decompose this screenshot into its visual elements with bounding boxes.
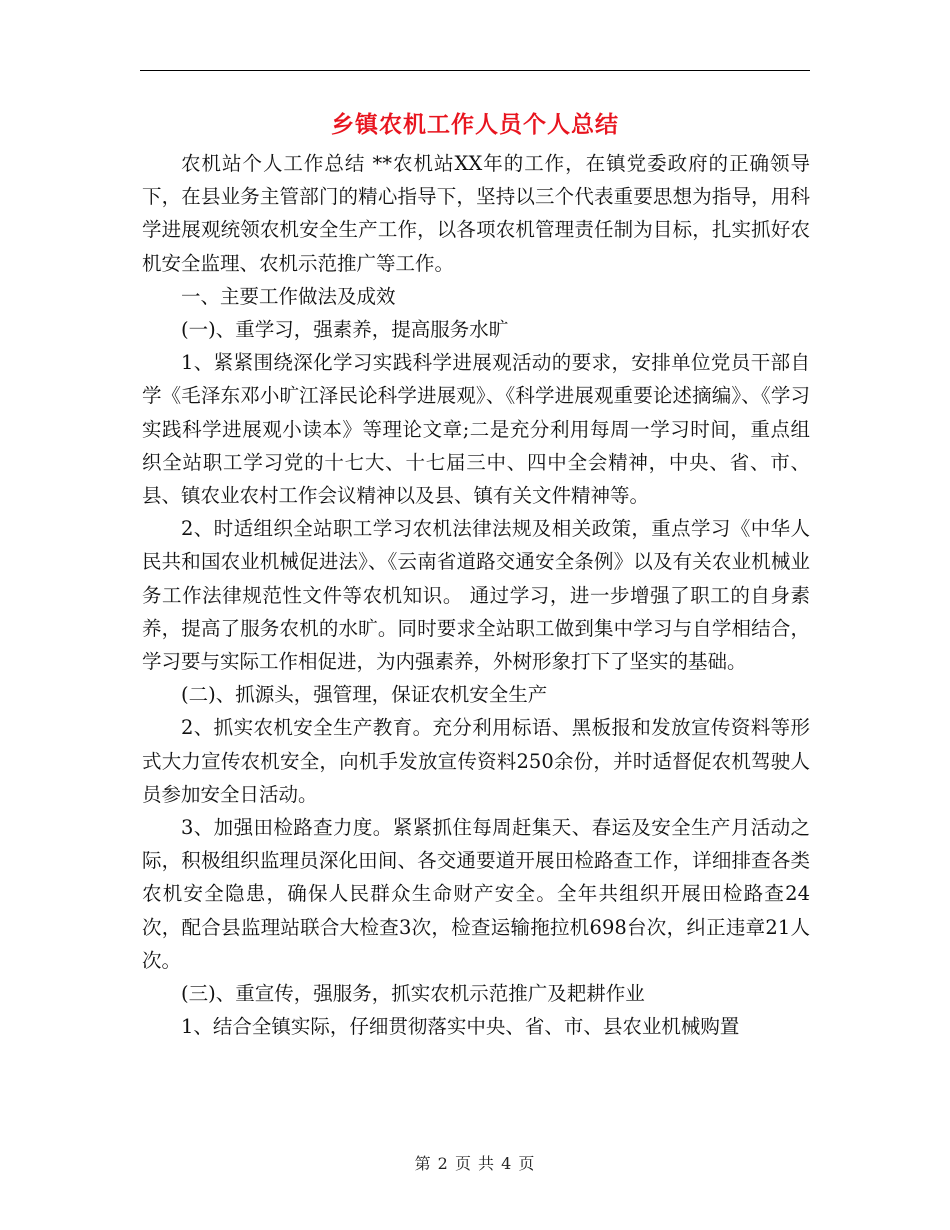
subsection-heading-1: (一)、重学习，强素养，提高服务水旷	[181, 318, 509, 342]
section-heading-main: 一、主要工作做法及成效	[181, 284, 396, 308]
header-rule	[140, 70, 810, 71]
subsection-heading-3: (三)、重宣传，强服务，抓实农机示范推广及耙耕作业	[181, 982, 645, 1006]
paragraph-safety-education: 2、抓实农机安全生产教育。充分利用标语、黑板报和发放宣传资料等形式大力宣传农机安全，向机手发放宣传资料250余份，并时适督促农机驾驶人员参加安全日活动。	[142, 716, 810, 806]
paragraph-inspection: 3、加强田检路查力度。紧紧抓住每周赶集天、春运及安全生产月活动之际，积极组织监理员深化田间、各交通要道开展田检路查工作，详细排查各类农机安全隐患，确保人民群众生命财产安全。全年共组织开展田检路查24次，配合县监理站联合大检查3次，检查运输拖拉机698台次，纠正违章21人次。	[142, 816, 810, 972]
paragraph-study-1: 1、紧紧围绕深化学习实践科学进展观活动的要求，安排单位党员干部自学《毛泽东邓小旷江泽民论科学进展观》、《科学进展观重要论述摘编》、《学习实践科学进展观小读本》等理论文章;二是充分利用每周一学习时间，重点组织全站职工学习党的十七大、十七届三中、四中全会精神，中央、省、市、县、镇农业农村工作会议精神以及县、镇有关文件精神等。	[142, 351, 810, 508]
document-title: 乡镇农机工作人员个人总结	[331, 112, 619, 138]
paragraph-promotion: 1、结合全镇实际，仔细贯彻落实中央、省、市、县农业机械购置	[181, 1015, 740, 1039]
paragraph-study-2: 2、时适组织全站职工学习农机法律法规及相关政策，重点学习《中华人民共和国农业机械促进法》、《云南省道路交通安全条例》以及有关农业机械业务工作法律规范性文件等农机知识。 通过学习，进一步增强了职工的自身素养，提高了服务农机的水旷。同时要求全站职工做到集中学习与自学相结合，学习要与实际工作相促进，为内强素养，外树形象打下了坚实的基础。	[142, 517, 810, 674]
paragraph-intro: 农机站个人工作总结 **农机站XX年的工作，在镇党委政府的正确领导下，在县业务主管部门的精心指导下，坚持以三个代表重要思想为指导，用科学进展观统领农机安全生产工作，以各项农机管理责任制为目标，扎实抓好农机安全监理、农机示范推广等工作。	[142, 152, 810, 275]
document-body	[142, 147, 810, 1043]
page-number: 第 2 页 共 4 页	[414, 1154, 536, 1173]
subsection-heading-2: (二)、抓源头，强管理，保证农机安全生产	[181, 683, 548, 707]
